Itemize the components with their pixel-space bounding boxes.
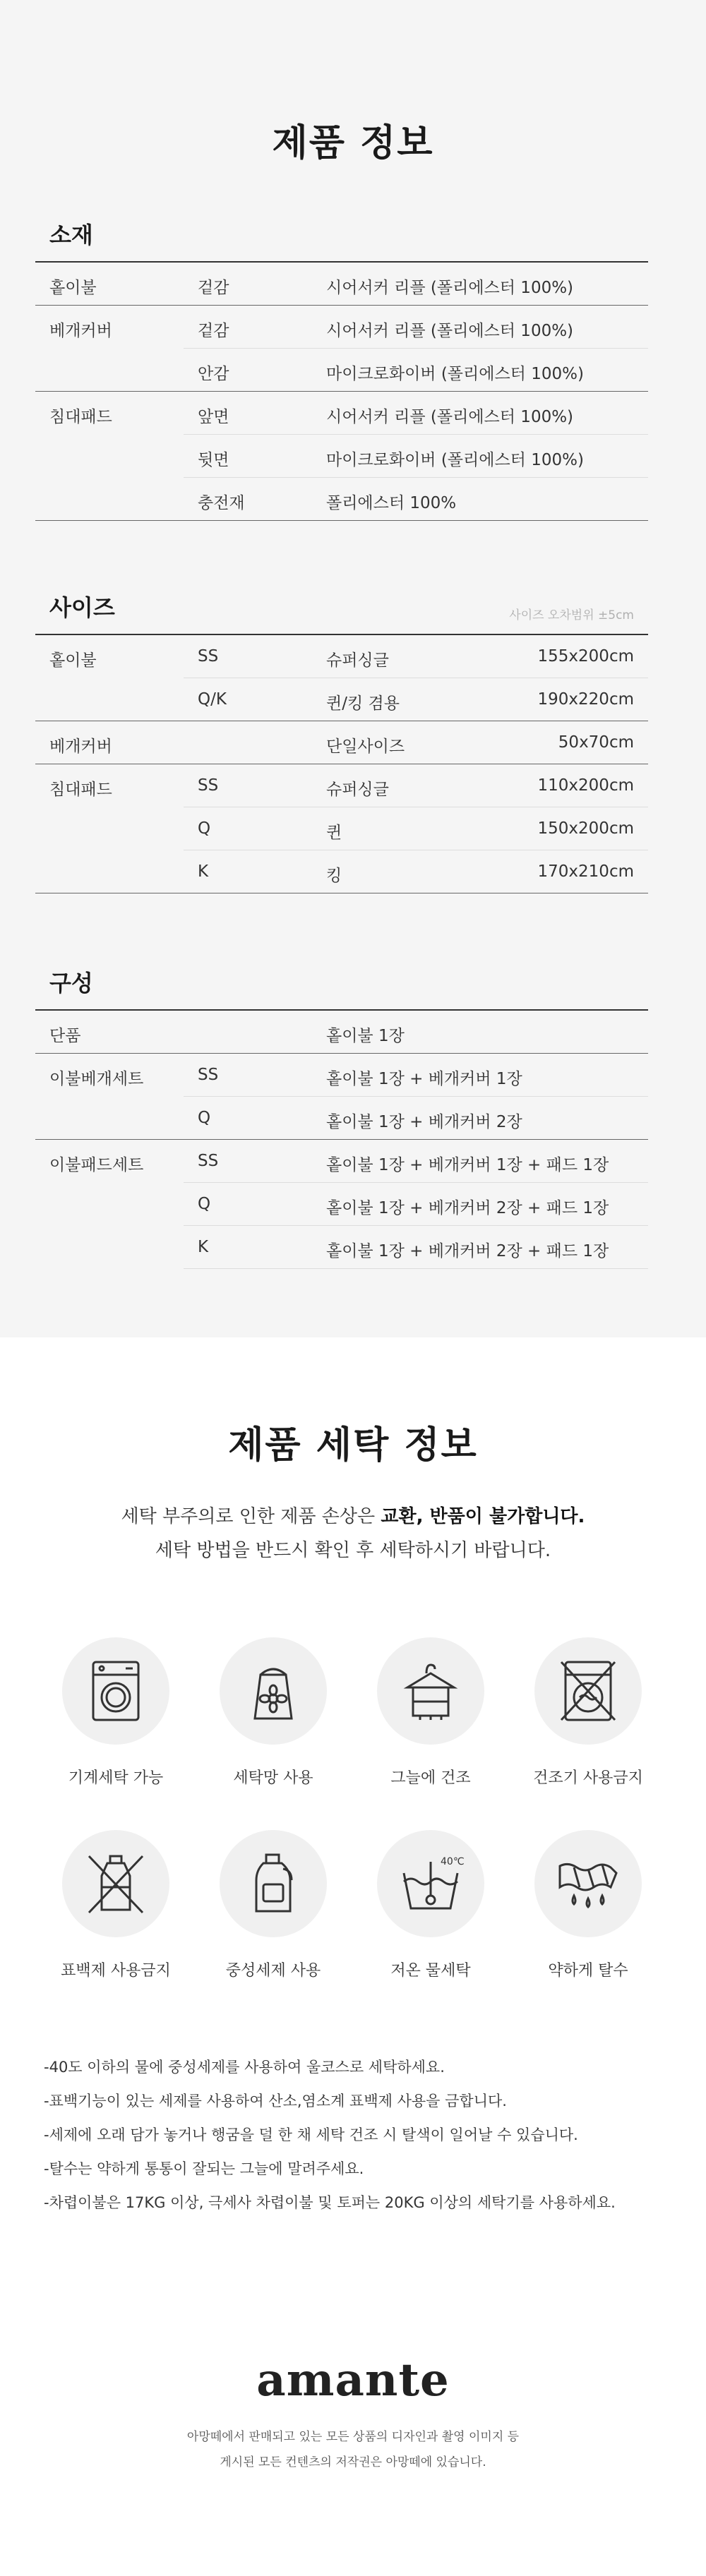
table-cell: 이불베개세트 [49, 1070, 144, 1088]
washing-machine-care-item: 기계세탁 가능 [38, 1637, 193, 1788]
washing-info-title: 제품 세탁 정보 [228, 1424, 478, 1467]
table-cell: 홑이불 [49, 279, 97, 297]
table-cell: 홑이불 1장 + 베개커버 1장 + 패드 1장 [326, 1156, 609, 1174]
laundry-net-icon [245, 1659, 301, 1723]
table-cell: 시어서커 리플 (폴리에스터 100%) [326, 279, 574, 297]
table-row [35, 807, 648, 850]
table-cell: Q/K [198, 690, 227, 709]
table-cell: Q [198, 819, 211, 838]
washing-note: -차렵이불은 17KG 이상, 극세사 차렵이불 및 토퍼는 20KG 이상의 세탁기를 사용하세요. [44, 2194, 616, 2211]
washing-note: -탈수는 약하게 통통이 잘되는 그늘에 말려주세요. [44, 2160, 364, 2177]
table-cell: 단일사이즈 [326, 738, 405, 756]
table-row [35, 392, 648, 435]
washing-note: -표백기능이 있는 세제를 사용하여 산소,염소계 표백제 사용을 금합니다. [44, 2093, 507, 2109]
table-cell: 베개커버 [49, 738, 112, 756]
washing-warning: 세탁 부주의로 인한 제품 손상은 교환, 반품이 불가합니다. 세탁 방법을 반드시 확인 후 세탁하시기 바랍니다. [121, 1506, 585, 1561]
low-temp-wash-icon [397, 1852, 465, 1915]
table-cell: Q [198, 1195, 211, 1213]
table-cell: 퀸 [326, 824, 342, 842]
composition-section [35, 960, 648, 1269]
table-cell: 마이크로화이버 (폴리에스터 100%) [326, 451, 584, 469]
table-cell: 슈퍼싱글 [326, 781, 389, 799]
table-row [35, 850, 648, 893]
row-divider [35, 520, 648, 521]
table-cell: 침대패드 [49, 781, 112, 799]
table-row [35, 263, 648, 306]
table-cell: SS [198, 776, 219, 795]
laundry-net-care-item: 세탁망 사용 [196, 1637, 351, 1788]
neutral-detergent-icon [245, 1852, 301, 1915]
svg-text:40℃: 40℃ [441, 1856, 465, 1867]
composition-table [35, 1011, 648, 1269]
table-row [35, 1226, 648, 1269]
table-row [35, 478, 648, 521]
table-cell: 겉감 [198, 322, 229, 340]
table-cell: 홑이불 [49, 651, 97, 670]
table-cell: 폴리에스터 100% [326, 494, 457, 512]
shade-dry-care-item: 그늘에 건조 [353, 1637, 508, 1788]
table-cell: 홑이불 1장 + 베개커버 2장 + 패드 1장 [326, 1242, 609, 1260]
table-cell: 190x220cm [537, 690, 634, 709]
low-temp-wash-care-item: 40℃ 저온 물세탁 [353, 1830, 508, 1980]
table-row [35, 1097, 648, 1140]
table-cell: 홑이불 1장 + 베개커버 2장 + 패드 1장 [326, 1199, 609, 1217]
size-tolerance-note: 사이즈 오차범위 ±5cm [509, 608, 634, 622]
size-title: 사이즈 [49, 594, 115, 621]
brand-logo: amante [256, 2354, 450, 2407]
size-table [35, 635, 648, 893]
table-row [35, 1011, 648, 1054]
table-cell: SS [198, 1152, 219, 1170]
neutral-detergent-care-item: 중성세제 사용 [196, 1830, 351, 1980]
washing-notes [44, 2050, 665, 2220]
table-cell: 퀸/킹 겸용 [326, 694, 400, 713]
material-table [35, 263, 648, 521]
material-title: 소재 [49, 222, 93, 248]
table-row [35, 635, 648, 678]
table-row [35, 764, 648, 807]
table-cell: 110x200cm [537, 776, 634, 795]
product-info-title: 제품 정보 [272, 122, 434, 164]
row-divider [184, 1268, 648, 1269]
table-cell: 홑이불 1장 [326, 1027, 405, 1045]
no-bleach-care-item: 표백제 사용금지 [38, 1830, 193, 1980]
washing-machine-icon [88, 1659, 144, 1723]
table-cell: 침대패드 [49, 408, 112, 426]
table-cell: 홑이불 1장 + 베개커버 2장 [326, 1113, 522, 1131]
table-cell: 충전재 [198, 494, 245, 512]
table-row [35, 349, 648, 392]
table-row [35, 1140, 648, 1183]
table-cell: 170x210cm [537, 862, 634, 881]
shade-dry-icon [399, 1659, 462, 1723]
table-cell: 겉감 [198, 279, 229, 297]
washing-note: -40도 이하의 물에 중성세제를 사용하여 울코스로 세탁하세요. [44, 2059, 445, 2076]
table-cell: 155x200cm [537, 647, 634, 666]
no-bleach-icon [86, 1852, 145, 1915]
gentle-spin-icon [554, 1852, 622, 1915]
table-cell: 이불패드세트 [49, 1156, 144, 1174]
table-cell: 킹 [326, 867, 342, 885]
no-dryer-icon [558, 1659, 618, 1723]
size-section [35, 584, 648, 893]
gentle-spin-care-item: 약하게 탈수 [510, 1830, 666, 1980]
table-row [35, 721, 648, 764]
table-cell: Q [198, 1109, 211, 1127]
table-row [35, 435, 648, 478]
table-cell: 단품 [49, 1027, 81, 1045]
table-row [35, 1054, 648, 1097]
table-cell: 앞면 [198, 408, 229, 426]
table-cell: 홑이불 1장 + 베개커버 1장 [326, 1070, 522, 1088]
washing-note: -세제에 오래 담가 놓거나 행굼을 덜 한 채 세탁 건조 시 탈색이 일어날 수 있습니다. [44, 2126, 578, 2143]
table-cell: 마이크로화이버 (폴리에스터 100%) [326, 365, 584, 383]
table-row [35, 678, 648, 721]
table-cell: 150x200cm [537, 819, 634, 838]
table-cell: SS [198, 647, 219, 666]
table-cell: 시어서커 리플 (폴리에스터 100%) [326, 322, 574, 340]
table-cell: SS [198, 1066, 219, 1084]
washing-info-section [0, 1337, 706, 2576]
table-cell: 슈퍼싱글 [326, 651, 389, 670]
table-cell: 베개커버 [49, 322, 112, 340]
table-cell: K [198, 1238, 209, 1256]
copyright-notice: 아망떼에서 판매되고 있는 모든 상품의 디자인과 촬영 이미지 등 게시된 모든 컨텐츠의 저작권은 아망떼에 있습니다. [186, 2430, 520, 2469]
table-cell: 시어서커 리플 (폴리에스터 100%) [326, 408, 574, 426]
composition-title: 구성 [49, 970, 93, 997]
table-cell: 안감 [198, 365, 229, 383]
table-row [35, 306, 648, 349]
table-cell: K [198, 862, 209, 881]
table-row [35, 1183, 648, 1226]
table-cell: 뒷면 [198, 451, 229, 469]
material-section [35, 212, 648, 521]
no-dryer-care-item: 건조기 사용금지 [510, 1637, 666, 1788]
table-cell: 50x70cm [558, 733, 634, 752]
